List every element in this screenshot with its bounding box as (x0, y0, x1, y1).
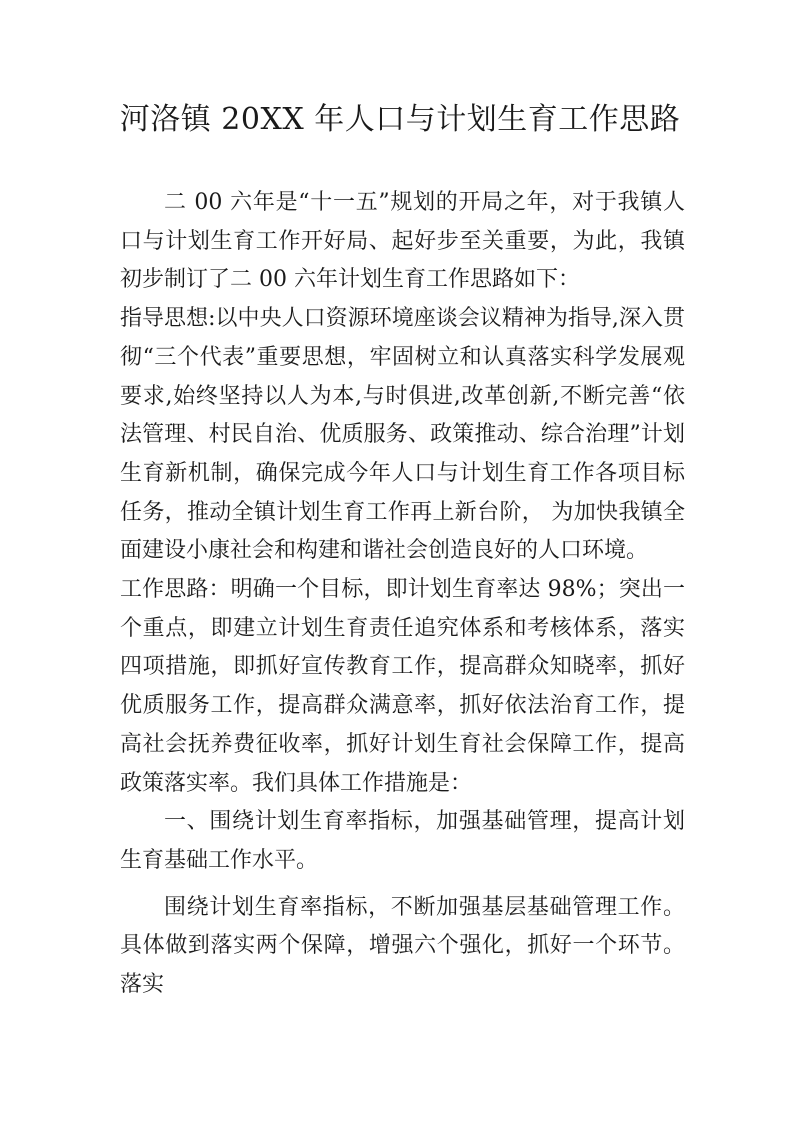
document-body (120, 184, 685, 1005)
paragraph-guiding-thought: 指导思想:以中央人口资源环境座谈会议精神为指导,深入贯彻“三个代表”重要思想，牢固树立和认真落实科学发展观要求,始终坚持以人为本,与时俱进,改革创新,不断完善“依法管理、村民自治、优质服务、政策推动、综合治理”计划生育新机制，确保完成今年人口与计划生育工作各项目标任务，推动全镇计划生育工作再上新台阶， 为加快我镇全面建设小康社会和构建和谐社会创造良好的人口环境。 (120, 306, 685, 564)
document-title: 河洛镇 20XX 年人口与计划生育工作思路 (119, 102, 681, 137)
paragraph-section-1-body: 围绕计划生育率指标，不断加强基层基础管理工作。具体做到落实两个保障，增强六个强化，抓好一个环节。落实 (120, 894, 685, 998)
section-heading-1: 一、围绕计划生育率指标，加强基础管理，提高计划生育基础工作水平。 (120, 809, 685, 873)
paragraph-work-approach: 工作思路：明确一个目标，即计划生育率达 98%；突出一个重点，即建立计划生育责任追究体系和考核体系，落实四项措施，即抓好宣传教育工作，提高群众知晓率，抓好优质服务工作，提高群众满意率，抓好依法治育工作，提高社会抚养费征收率，抓好计划生育社会保障工作，提高政策落实率。我们具体工作措施是： (120, 577, 685, 796)
paragraph-intro: 二 00 六年是“十一五”规划的开局之年，对于我镇人口与计划生育工作开好局、起好步至关重要，为此，我镇初步制订了二 00 六年计划生育工作思路如下： (120, 190, 685, 293)
